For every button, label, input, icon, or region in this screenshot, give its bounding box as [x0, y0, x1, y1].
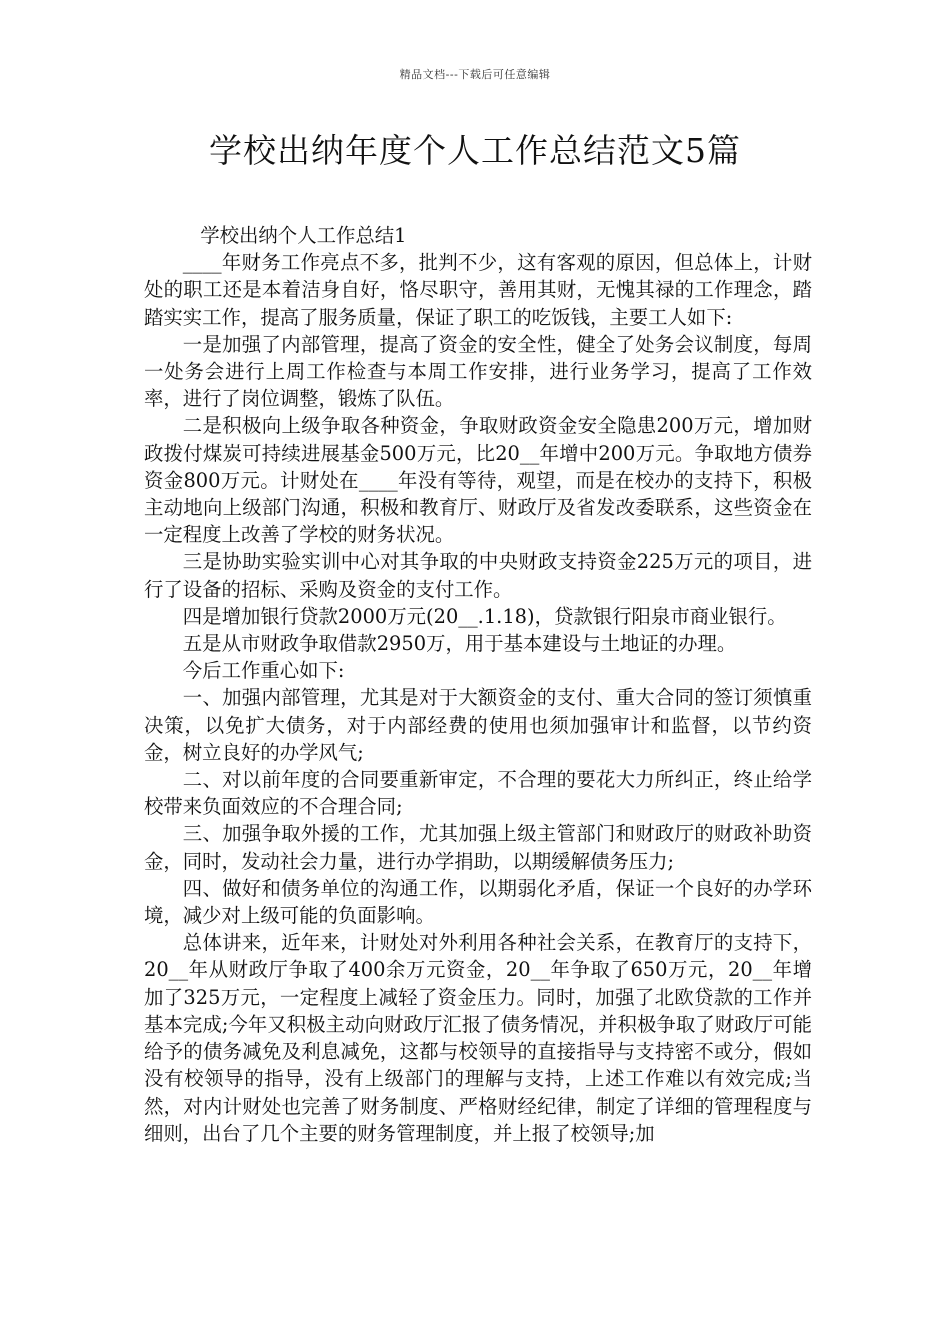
- page-title: 学校出纳年度个人工作总结范文5篇: [209, 131, 741, 170]
- document-body: [144, 222, 812, 1147]
- section-heading: 学校出纳个人工作总结1: [200, 224, 407, 247]
- header-note: 精品文档---下载后可任意编辑: [399, 68, 551, 81]
- paragraph: 四是增加银行贷款2000万元(20__.1.18)，贷款银行阳泉市商业银行。: [182, 604, 787, 628]
- paragraph: 四、做好和债务单位的沟通工作，以期弱化矛盾，保证一个良好的办学环境，减少对上级可能的负面影响。: [144, 876, 812, 928]
- paragraph: ____年财务工作亮点不多，批判不少，这有客观的原因，但总体上，计财处的职工还是本着洁身自好，恪尽职守，善用其财，无愧其禄的工作理念，踏踏实实工作，提高了服务质量，保证了职工的吃饭钱，主要工人如下:: [144, 251, 812, 329]
- paragraph: 三、加强争取外援的工作，尤其加强上级主管部门和财政厅的财政补助资金，同时，发动社会力量，进行办学捐助，以期缓解债务压力;: [144, 822, 812, 873]
- paragraph: 一、加强内部管理，尤其是对于大额资金的支付、重大合同的签订须慎重决策，以免扩大债务，对于内部经费的使用也须加强审计和监督，以节约资金，树立良好的办学风气;: [144, 686, 812, 764]
- paragraph: 一是加强了内部管理，提高了资金的安全性，健全了处务会议制度，每周一处务会进行上周工作检查与本周工作安排，进行业务学习，提高了工作效率，进行了岗位调整，锻炼了队伍。: [144, 332, 812, 411]
- paragraph: 五是从市财政争取借款2950万，用于基本建设与土地证的办理。: [182, 632, 737, 656]
- paragraph: 总体讲来，近年来，计财处对外利用各种社会关系，在教育厅的支持下，20__年从财政厅争取了400余万元资金，20__年争取了650万元，20__年增加了325万元，一定程度上减轻了资金压力。同时，加强了北欧贷款的工作并基本完成;今年又积极主动向财政厅汇报了债务情况，并积极争取了财政厅可能给予的债务减免及利息减免，这都与校领导的直接指导与支持密不或分，假如没有校领导的指导，没有上级部门的理解与支持，上述工作难以有效完成;当然，对内计财处也完善了财务制度、严格财经纪律，制定了详细的管理程度与细则，出台了几个主要的财务管理制度，并上报了校领导;加: [144, 931, 812, 1145]
- paragraph: 二是积极向上级争取各种资金，争取财政资金安全隐患200万元，增加财政拨付煤炭可持续进展基金500万元，比20__年增中200万元。争取地方债券资金800万元。计财处在____年没有等待，观望，而是在校办的支持下，积极主动地向上级部门沟通，积极和教育厅、财政厅及省发改委联系，这些资金在一定程度上改善了学校的财务状况。: [144, 414, 812, 547]
- paragraph: 今后工作重心如下:: [182, 659, 345, 683]
- paragraph: 二、对以前年度的合同要重新审定，不合理的要花大力所纠正，终止给学校带来负面效应的不合理合同;: [144, 768, 812, 819]
- paragraph: 三是协助实验实训中心对其争取的中央财政支持资金225万元的项目，进行了设备的招标、采购及资金的支付工作。: [144, 550, 812, 601]
